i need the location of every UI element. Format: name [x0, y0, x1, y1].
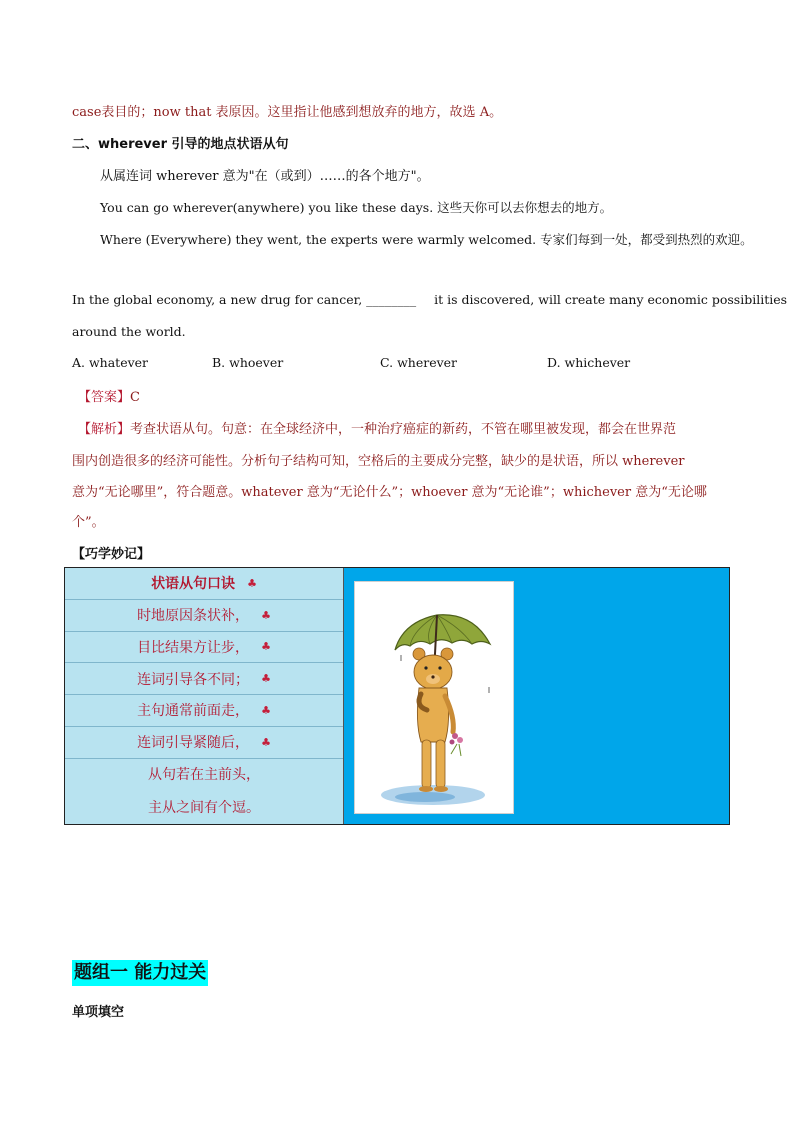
option-a: A. whatever	[72, 355, 149, 370]
analysis-text-1: 考查状语从句。句意：在全球经济中，一种治疗癌症的新药，不管在哪里被发现，都会在世界范	[130, 422, 677, 437]
club-icon: ♣	[247, 576, 257, 590]
answer-value: C	[130, 390, 140, 405]
club-icon: ♣	[261, 608, 271, 622]
memory-table	[64, 567, 730, 825]
option-d: D. whichever	[547, 355, 631, 370]
analysis-continuation: case表目的；now that 表原因。这里指让他感到想放弃的地方，故选 A。	[72, 105, 503, 120]
illustration-frame	[354, 581, 514, 814]
analysis-line-4: 个”。	[72, 515, 105, 530]
mnemonic-row	[65, 727, 343, 759]
mnemonic-text: 时地原因条状补，	[137, 608, 250, 625]
mnemonic-row	[65, 695, 343, 727]
answer-blank: ________	[366, 292, 417, 307]
section-title-group-one: 题组一 能力过关	[72, 960, 208, 986]
mnemonic-row-title	[65, 568, 343, 600]
mnemonic-column	[65, 568, 344, 824]
example-sentence-1: You can go wherever(anywhere) you like these days. 这些天你可以去你想去的地方。	[100, 200, 613, 215]
mnemonic-row	[65, 663, 343, 695]
teddy-bear-umbrella-icon	[355, 582, 513, 813]
definition-text: 从属连词 wherever 意为"在（或到）……的各个地方"。	[100, 169, 430, 184]
club-icon: ♣	[261, 672, 271, 686]
mnemonic-row	[65, 790, 343, 824]
analysis-tag: 【解析】	[78, 422, 131, 437]
mnemonic-text: 连词引导各不同；	[137, 671, 250, 688]
club-icon: ♣	[261, 703, 271, 717]
analysis-line-1	[78, 418, 676, 437]
example-sentence-2: Where (Everywhere) they went, the experts were warmly welcomed. 专家们每到一处，都受到热烈的欢迎。	[100, 232, 753, 247]
answer-line	[78, 386, 140, 405]
answer-tag: 【答案】	[78, 390, 131, 405]
club-icon: ♣	[261, 640, 271, 654]
mnemonic-text: 主句通常前面走，	[137, 703, 250, 720]
analysis-line-3: 意为“无论哪里”，符合题意。whatever 意为“无论什么”；whoever 意为“无论谁”；whichever 意为“无论哪	[72, 485, 707, 500]
section-heading-wherever: 二、wherever 引导的地点状语从句	[72, 137, 289, 152]
mnemonic-text: 从句若在主前头，	[148, 767, 260, 784]
memory-tip-title: 【巧学妙记】	[72, 547, 151, 562]
mnemonic-row	[65, 759, 343, 791]
option-c: C. wherever	[380, 355, 458, 370]
analysis-line-2: 围内创造很多的经济可能性。分析句子结构可知，空格后的主要成分完整，缺少的是状语，所以 wherever	[72, 454, 685, 469]
mnemonic-row	[65, 632, 343, 664]
mnemonic-text: 连词引导紧随后，	[137, 735, 250, 752]
subsection-title: 单项填空	[72, 1005, 125, 1020]
illustration-panel	[344, 568, 729, 824]
question-stem-part-a: In the global economy, a new drug for cancer,	[72, 292, 363, 307]
mnemonic-text: 状语从句口诀	[151, 576, 236, 593]
club-icon: ♣	[261, 735, 271, 749]
mnemonic-row	[65, 600, 343, 632]
question-stem	[72, 292, 787, 307]
question-stem-part-b: it is discovered, will create many economic possibilities	[434, 292, 788, 307]
question-stem-continued: around the world.	[72, 324, 186, 339]
option-b: B. whoever	[212, 355, 284, 370]
mnemonic-text: 目比结果方让步，	[137, 639, 250, 656]
mnemonic-text: 主从之间有个逗。	[148, 800, 260, 817]
